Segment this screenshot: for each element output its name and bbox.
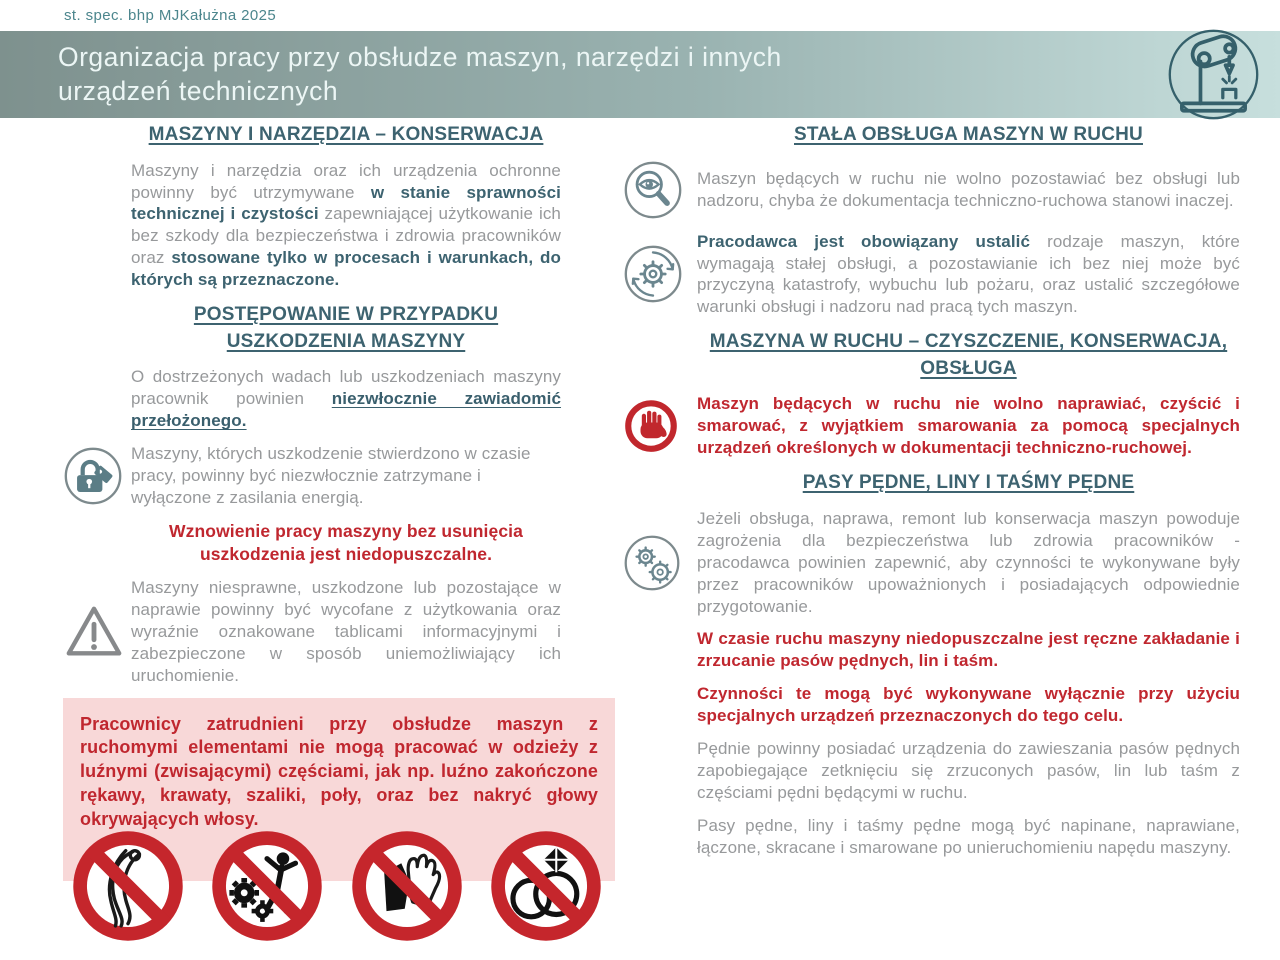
section-heading-maintenance: MASZYNY I NARZĘDZIA – KONSERWACJA [148, 124, 544, 145]
text-segment: Maszyny i narzędzia oraz ich urządzenia ochronne powinny być utrzymywane [131, 160, 561, 202]
section-heading-belts-ropes: PASY PĘDNE, LINY I TAŚMY PĘDNE [802, 472, 1135, 494]
no-rings-sign [489, 829, 603, 943]
warning-text-special-devices-only: Czynności te mogą być wykonywane wyłącznie przy użyciu specjalnych urządzeń przeznaczonych do tego celu. [697, 684, 1240, 726]
paragraph-stop-machine: Maszyny, których uszkodzenie stwierdzono w czasie pracy, powinny być niezwłocznie zatrzymane i wyłączone z zasilania energią. [131, 444, 531, 507]
gears-icon [623, 534, 681, 592]
slide-content [63, 122, 1240, 960]
text-segment-bold-underline: niezwłocznie zawiadomić przełożonego. [131, 389, 562, 431]
warning-text-no-manual-belt-handling: W czasie ruchu maszyny niedopuszczalne jest ręczne zakładanie i zrzucanie pasów pędnych, lin i taśm. [697, 629, 1240, 671]
text-segment: rodzaje maszyn, które wymagają stałej obsługi, a pozostawianie ich bez niej może być przyczyną katastrofy, wybuchu lub pożaru, oraz ustalić szczegółowe warunki obsługi i nadzoru nad pracą tych maszyn. [697, 231, 1240, 317]
credit-line: st. spec. bhp MJKałużna 2025 [64, 7, 277, 24]
gear-sync-icon [623, 244, 683, 304]
left-column [63, 122, 615, 960]
lockout-padlock-tag-icon [63, 446, 123, 506]
eye-magnifier-icon [623, 160, 683, 220]
drill-press-icon [1167, 28, 1260, 121]
no-gloves-sign [350, 829, 464, 943]
paragraph-report-damage [131, 366, 561, 432]
text-segment-bold: stosowane tylko w procesach i warunkach, do których są przeznaczone. [131, 248, 561, 290]
paragraph-no-unattended: Maszyn będących w ruchu nie wolno pozostawiać bez obsługi lub nadzoru, chyba że dokumentacja techniczno-ruchowa stanowi inaczej. [697, 168, 1240, 210]
no-loose-hair-sign [71, 829, 185, 943]
page-title: Organizacja pracy przy obsłudze maszyn, narzędzi i innych urządzeń technicznych [58, 42, 782, 107]
paragraph-maintenance [131, 160, 561, 292]
warning-text-restart-forbidden: Wznowienie pracy maszyny bez usunięcia uszkodzenia jest niedopuszczalne. [169, 520, 523, 564]
stop-hand-icon [623, 398, 679, 454]
title-bar [0, 31, 1280, 118]
text-segment: zapewniającej użytkowanie ich bez szkody dla bezpieczeństwa i zdrowia pracowników oraz [131, 204, 561, 268]
right-column [623, 122, 1240, 960]
prohibition-signs-row [63, 829, 615, 943]
section-heading-damage-procedure: POSTĘPOWANIE W PRZYPADKU USZKODZENIA MASZYNY [193, 304, 499, 352]
paragraph-authorized-workers: Jeżeli obsługa, naprawa, remont lub konserwacja maszyn powoduje zagrożenia dla bezpieczeństwa lub zdrowia pracowników - pracodawca powinien zapewnić, aby czynności te wykonywane były przez pracowników upoważnionych i posiadających odpowiednie przygotowanie. [697, 508, 1240, 616]
warning-triangle-icon [63, 601, 125, 663]
loose-clothing-alert [63, 698, 615, 944]
paragraph-employer-duty [697, 231, 1240, 319]
text-segment-bold: Pracodawca jest obowiązany ustalić [697, 231, 1031, 251]
section-heading-machine-in-motion: MASZYNA W RUCHU – CZYSZCZENIE, KONSERWACJA, OBSŁUGA [709, 331, 1228, 379]
warning-text-no-repair-in-motion: Maszyn będących w ruchu nie wolno naprawiać, czyścić i smarować, z wyjątkiem smarowania za pomocą specjalnych urządzeń określonych w dokumentacji techniczno-ruchowej. [697, 394, 1240, 458]
no-reaching-into-machinery-sign [210, 829, 324, 943]
paragraph-defective-machines: Maszyny niesprawne, uszkodzone lub pozostające w naprawie powinny być wycofane z użytkowania oraz wyraźnie oznakowane tablicami informacyjnymi i zabezpieczone w sposób uniemożliwiający ich uruchomienie. [131, 578, 561, 685]
paragraph-belt-maintenance: Pasy pędne, liny i taśmy pędne mogą być napinane, naprawiane, łączone, skracane i smarowane po unieruchomieniu napędu maszyny. [697, 815, 1240, 857]
text-segment: O dostrzeżonych wadach lub uszkodzeniach maszyny pracownik powinien [131, 367, 561, 409]
section-heading-constant-operation: STAŁA OBSŁUGA MASZYN W RUCHU [794, 124, 1143, 145]
alert-text: Pracownicy zatrudnieni przy obsłudze maszyn z ruchomymi elementami nie mogą pracować w odzieży z luźnymi (zwisającymi) częściami, jak np. luźno zakończone rękawy, krawaty, szaliki, poły, oraz bez nakryć głowy okrywających włosy. [80, 713, 598, 829]
paragraph-belt-hanging-devices: Pędnie powinny posiadać urządzenia do zawieszania pasów pędnych zapobiegające zetknięciu się zrzuconych pasów, lin lub taśm z częściami pędni będącymi w ruchu. [697, 739, 1240, 802]
text-segment-bold: w stanie sprawności technicznej i czystości [131, 182, 561, 224]
